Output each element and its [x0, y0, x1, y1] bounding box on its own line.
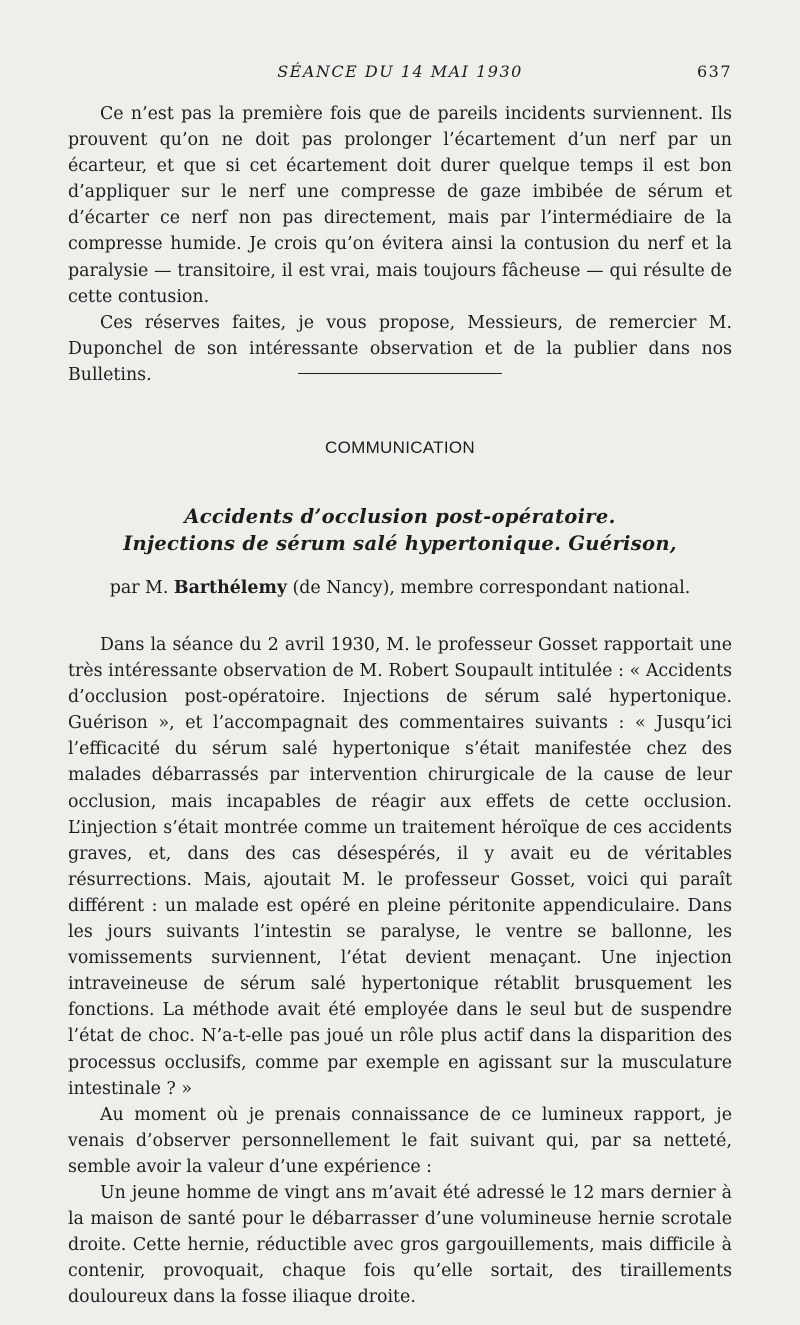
page-number: 637 [696, 62, 732, 81]
byline-author: Barthélemy [173, 578, 287, 598]
article-title-line-1: Accidents d’occlusion post-opératoire. [184, 505, 616, 528]
intro-text [68, 101, 732, 388]
byline-prefix: par M. [109, 578, 169, 598]
article-body [68, 632, 732, 1310]
article-title-line-2: Injections de sérum salé hypertonique. Guérison, [123, 532, 677, 555]
body-paragraph-2: Au moment où je prenais connaissance de ce lumineux rapport, je venais d’observer personnellement le fait suivant qui, par sa netteté, semble avoir la valeur d’une expérience : [68, 1104, 732, 1177]
intro-paragraph-1: Ce n’est pas la première fois que de pareils incidents surviennent. Ils prouvent qu’on ne doit pas prolonger l’écartement d’un nerf par un écarteur, et que si cet écartement doit durer quelque temps il est bon d’appliquer sur le nerf une compresse de gaze imbibée de sérum et d’écarter ce nerf non pas directement, mais par l’intermédiaire de la compresse humide. Je crois qu’on évitera ainsi la contusion du nerf et la paralysie — transitoire, il est vrai, mais toujours fâcheuse — qui résulte de cette contusion. [68, 104, 732, 307]
byline-affiliation: (de Nancy), membre correspondant national. [292, 578, 691, 598]
byline [0, 576, 800, 600]
intro-paragraph-2: Ces réserves faites, je vous propose, Messieurs, de remercier M. Duponchel de son intéressante observation et de la publier dans nos Bulletins. [68, 312, 732, 385]
section-heading: COMMUNICATION [325, 438, 475, 457]
section-divider [298, 373, 502, 374]
body-paragraph-3: Un jeune homme de vingt ans m’avait été adressé le 12 mars dernier à la maison de santé pour le débarrasser d’une volumineuse hernie scrotale droite. Cette hernie, réductible avec gros gargouillements, mais difficile à contenir, provoquait, chaque fois qu’elle sortait, des tiraillements douloureux dans la fosse iliaque droite. [68, 1182, 732, 1308]
page-header [68, 62, 732, 84]
body-paragraph-1: Dans la séance du 2 avril 1930, M. le professeur Gosset rapportait une très intéressante observation de M. Robert Soupault intitulée : « Accidents d’occlusion post-opératoire. Injections de sérum salé hypertonique. Guérison », et l’accompagnait des commentaires suivants : « Jusqu’ici l’efficacité du sérum salé hypertonique s’était manifestée chez des malades débarrassés par intervention chirurgicale de la cause de leur occlusion, mais incapables de réagir aux effets de cette occlusion. L’injection s’était montrée comme un traitement héroïque de ces accidents graves, et, dans des cas désespérés, il y avait eu de véritables résurrections. Mais, ajoutait M. le professeur Gosset, voici qui paraît différent : un malade est opéré en pleine péritonite appendiculaire. Dans les jours suivants l’intestin se paralyse, le ventre se ballonne, les vomissements surviennent, l’état devient menaçant. Une injection intraveineuse de sérum salé hypertonique rétablit brusquement les fonctions. La méthode avait été employée dans le seul but de suspendre l’état de choc. N’a-t-elle pas joué un rôle plus actif dans la disparition des processus occlusifs, comme par exemple en agissant sur la musculature intestinale ? » [68, 635, 732, 1099]
article-title [0, 503, 800, 557]
running-title: SÉANCE DU 14 MAI 1930 [277, 62, 523, 81]
